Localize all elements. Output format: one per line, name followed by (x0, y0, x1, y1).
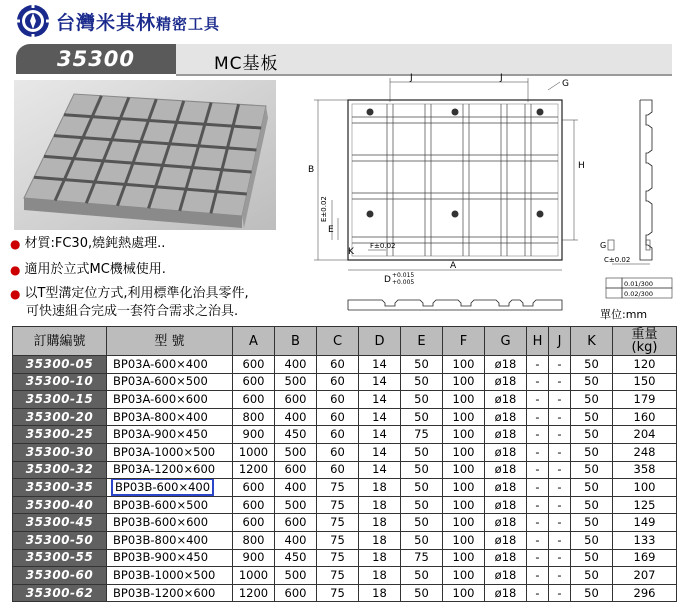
cell-a: 900 (233, 549, 275, 567)
cell-order-no: 35300-32 (13, 461, 107, 479)
cell-a: 1000 (233, 567, 275, 585)
cell-h: - (527, 549, 549, 567)
cell-c: 60 (317, 443, 359, 461)
cell-b: 400 (275, 408, 317, 426)
cell-d: 14 (359, 443, 401, 461)
brand-name (56, 8, 220, 35)
col-header-e: E (401, 327, 443, 356)
cell-a: 600 (233, 479, 275, 497)
cell-e: 75 (401, 426, 443, 444)
cell-model: BP03A-1200×600 (107, 461, 233, 479)
cell-c: 60 (317, 391, 359, 409)
cell-k: 50 (571, 514, 613, 532)
cell-c: 75 (317, 531, 359, 549)
compass-gear-logo-icon (16, 4, 50, 38)
cell-model: BP03B-900×450 (107, 549, 233, 567)
cell-c: 60 (317, 461, 359, 479)
cell-a: 800 (233, 531, 275, 549)
cell-order-no: 35300-15 (13, 391, 107, 409)
cell-j: - (549, 531, 571, 549)
cell-g: ø18 (485, 356, 527, 374)
cell-d: 14 (359, 408, 401, 426)
spec-table (12, 326, 677, 602)
cell-g: ø18 (485, 391, 527, 409)
cell-h: - (527, 461, 549, 479)
dim-label-b: B (308, 165, 315, 175)
cell-a: 600 (233, 373, 275, 391)
table-row (13, 461, 677, 479)
cell-f: 100 (443, 391, 485, 409)
cell-d: 18 (359, 514, 401, 532)
table-row (13, 514, 677, 532)
cell-f: 100 (443, 514, 485, 532)
cell-e: 50 (401, 391, 443, 409)
col-header-h: H (527, 327, 549, 356)
cell-e: 50 (401, 373, 443, 391)
cell-a: 600 (233, 496, 275, 514)
cell-h: - (527, 479, 549, 497)
cell-a: 900 (233, 426, 275, 444)
cell-a: 800 (233, 408, 275, 426)
cell-b: 500 (275, 443, 317, 461)
cell-b: 400 (275, 479, 317, 497)
cell-f: 100 (443, 426, 485, 444)
cell-b: 600 (275, 461, 317, 479)
cell-b: 600 (275, 584, 317, 602)
tolerance-flatness: 0.01/300 (624, 280, 654, 288)
cell-d: 14 (359, 373, 401, 391)
cell-d: 14 (359, 461, 401, 479)
col-header-d: D (359, 327, 401, 356)
cell-d: 14 (359, 356, 401, 374)
cell-weight: 358 (613, 461, 677, 479)
cell-g: ø18 (485, 373, 527, 391)
table-row (13, 549, 677, 567)
cell-a: 1000 (233, 443, 275, 461)
cell-j: - (549, 373, 571, 391)
cell-h: - (527, 373, 549, 391)
cell-b: 500 (275, 496, 317, 514)
cell-k: 50 (571, 549, 613, 567)
cell-a: 1200 (233, 461, 275, 479)
dim-label-d-tol-plus: +0.015 (392, 272, 415, 279)
cell-e: 50 (401, 356, 443, 374)
dim-label-j2: J (500, 73, 503, 83)
cell-g: ø18 (485, 408, 527, 426)
cell-weight: 133 (613, 531, 677, 549)
cell-k: 50 (571, 479, 613, 497)
cell-model: BP03A-900×450 (107, 426, 233, 444)
col-header-order-no: 訂購編號 (13, 327, 107, 356)
col-header-model: 型 號 (107, 327, 233, 356)
col-header-c: C (317, 327, 359, 356)
cell-j: - (549, 549, 571, 567)
cell-g: ø18 (485, 479, 527, 497)
cell-a: 1200 (233, 584, 275, 602)
cell-f: 100 (443, 584, 485, 602)
cell-weight: 100 (613, 479, 677, 497)
col-header-j: J (549, 327, 571, 356)
dim-label-f: F±0.02 (370, 242, 396, 250)
cell-d: 18 (359, 549, 401, 567)
dim-label-d-tol-minus: +0.005 (392, 279, 415, 286)
cell-f: 100 (443, 356, 485, 374)
cell-k: 50 (571, 373, 613, 391)
feature-item: ● 材質:FC30,燒鈍熱處理.. (10, 236, 166, 251)
col-header-f: F (443, 327, 485, 356)
cell-weight: 204 (613, 426, 677, 444)
col-header-k: K (571, 327, 613, 356)
cell-weight: 150 (613, 373, 677, 391)
cell-e: 75 (401, 549, 443, 567)
col-header-weight: 重量 (kg) (613, 327, 677, 356)
cell-weight: 296 (613, 584, 677, 602)
cell-k: 50 (571, 443, 613, 461)
cell-h: - (527, 514, 549, 532)
cell-order-no: 35300-35 (13, 479, 107, 497)
cell-weight: 149 (613, 514, 677, 532)
cell-k: 50 (571, 461, 613, 479)
cell-j: - (549, 567, 571, 585)
cell-c: 75 (317, 549, 359, 567)
table-row (13, 373, 677, 391)
cell-e: 50 (401, 408, 443, 426)
product-code: 35300 (16, 44, 176, 74)
table-row (13, 408, 677, 426)
cell-h: - (527, 584, 549, 602)
technical-drawing (290, 72, 688, 320)
cell-model: BP03B-800×400 (107, 531, 233, 549)
bullet-icon: ● (10, 263, 21, 277)
cell-e: 50 (401, 443, 443, 461)
dim-label-e-tol: E±0.02 (320, 196, 328, 222)
cell-model: BP03A-600×400 (107, 356, 233, 374)
cell-b: 600 (275, 514, 317, 532)
cell-model: BP03A-600×500 (107, 373, 233, 391)
cell-j: - (549, 391, 571, 409)
cell-a: 600 (233, 356, 275, 374)
cell-b: 600 (275, 391, 317, 409)
cell-model: BP03B-600×400 (107, 479, 233, 497)
cell-h: - (527, 356, 549, 374)
cell-c: 75 (317, 567, 359, 585)
cell-model: BP03B-1000×500 (107, 567, 233, 585)
tolerance-parallel: 0.02/300 (624, 290, 654, 298)
table-header-row (13, 327, 677, 356)
table-row (13, 391, 677, 409)
dim-label-h: H (578, 161, 585, 171)
feature-item: 可快速組合完成一套符合需求之治具. (26, 304, 239, 319)
cell-model: BP03A-1000×500 (107, 443, 233, 461)
dim-label-e: E (328, 225, 334, 235)
cell-k: 50 (571, 584, 613, 602)
base-plate-photo (14, 80, 276, 230)
cell-order-no: 35300-50 (13, 531, 107, 549)
cell-c: 60 (317, 426, 359, 444)
table-row (13, 531, 677, 549)
table-row (13, 584, 677, 602)
cell-j: - (549, 443, 571, 461)
cell-f: 100 (443, 479, 485, 497)
cell-order-no: 35300-45 (13, 514, 107, 532)
dim-label-k: K (348, 247, 354, 257)
cell-j: - (549, 584, 571, 602)
cell-b: 450 (275, 426, 317, 444)
cell-f: 100 (443, 461, 485, 479)
cell-d: 18 (359, 584, 401, 602)
cell-c: 75 (317, 514, 359, 532)
cell-model: BP03A-800×400 (107, 408, 233, 426)
cell-h: - (527, 408, 549, 426)
cell-g: ø18 (485, 531, 527, 549)
cell-c: 60 (317, 408, 359, 426)
brand-sub: 精密工具 (156, 15, 221, 33)
cell-f: 100 (443, 408, 485, 426)
dim-label-d: D (384, 275, 391, 285)
product-title: MC基板 (214, 54, 279, 74)
cell-h: - (527, 567, 549, 585)
cell-weight: 169 (613, 549, 677, 567)
cell-e: 50 (401, 584, 443, 602)
unit-label: 單位:mm (600, 308, 648, 321)
cell-order-no: 35300-30 (13, 443, 107, 461)
cell-g: ø18 (485, 426, 527, 444)
cell-c: 75 (317, 584, 359, 602)
cell-model: BP03B-1200×600 (107, 584, 233, 602)
col-header-a: A (233, 327, 275, 356)
cell-model: BP03B-600×600 (107, 514, 233, 532)
cell-d: 18 (359, 496, 401, 514)
cell-order-no: 35300-55 (13, 549, 107, 567)
cell-a: 600 (233, 514, 275, 532)
feature-item: ● 以T型溝定位方式,利用標準化治具零件, (10, 286, 249, 301)
cell-c: 60 (317, 356, 359, 374)
cell-d: 14 (359, 391, 401, 409)
cell-weight: 120 (613, 356, 677, 374)
cell-j: - (549, 356, 571, 374)
cell-g: ø18 (485, 514, 527, 532)
cell-g: ø18 (485, 461, 527, 479)
cell-g: ø18 (485, 567, 527, 585)
cell-j: - (549, 426, 571, 444)
cell-b: 400 (275, 531, 317, 549)
cell-g: ø18 (485, 443, 527, 461)
cell-d: 14 (359, 426, 401, 444)
cell-j: - (549, 461, 571, 479)
cell-e: 50 (401, 479, 443, 497)
cell-a: 600 (233, 391, 275, 409)
cell-g: ø18 (485, 549, 527, 567)
col-header-b: B (275, 327, 317, 356)
cell-weight: 248 (613, 443, 677, 461)
cell-k: 50 (571, 426, 613, 444)
cell-f: 100 (443, 531, 485, 549)
cell-e: 50 (401, 461, 443, 479)
cell-b: 400 (275, 356, 317, 374)
table-row (13, 567, 677, 585)
cell-order-no: 35300-10 (13, 373, 107, 391)
cell-g: ø18 (485, 496, 527, 514)
cell-k: 50 (571, 391, 613, 409)
cell-k: 50 (571, 496, 613, 514)
cell-f: 100 (443, 567, 485, 585)
cell-order-no: 35300-25 (13, 426, 107, 444)
cell-j: - (549, 514, 571, 532)
col-header-g: G (485, 327, 527, 356)
cell-h: - (527, 426, 549, 444)
cell-order-no: 35300-05 (13, 356, 107, 374)
cell-k: 50 (571, 531, 613, 549)
cell-k: 50 (571, 567, 613, 585)
cell-j: - (549, 479, 571, 497)
cell-k: 50 (571, 356, 613, 374)
cell-order-no: 35300-60 (13, 567, 107, 585)
cell-h: - (527, 443, 549, 461)
dim-label-g: G (562, 79, 569, 89)
cell-weight: 207 (613, 567, 677, 585)
cell-f: 100 (443, 443, 485, 461)
table-row (13, 426, 677, 444)
cell-b: 500 (275, 567, 317, 585)
cell-d: 18 (359, 531, 401, 549)
cell-h: - (527, 391, 549, 409)
cell-weight: 179 (613, 391, 677, 409)
cell-order-no: 35300-40 (13, 496, 107, 514)
bullet-icon: ● (10, 237, 21, 251)
cell-f: 100 (443, 549, 485, 567)
cell-d: 18 (359, 479, 401, 497)
feature-item: ● 適用於立式MC機械使用. (10, 262, 166, 277)
cell-b: 500 (275, 373, 317, 391)
cell-g: ø18 (485, 584, 527, 602)
table-row (13, 356, 677, 374)
cell-k: 50 (571, 408, 613, 426)
table-row (13, 443, 677, 461)
cell-c: 75 (317, 496, 359, 514)
cell-h: - (527, 496, 549, 514)
cell-model: BP03A-600×600 (107, 391, 233, 409)
table-row (13, 496, 677, 514)
cell-f: 100 (443, 373, 485, 391)
cell-weight: 160 (613, 408, 677, 426)
cell-e: 50 (401, 531, 443, 549)
cell-e: 50 (401, 496, 443, 514)
bullet-icon: ● (10, 287, 21, 301)
cell-j: - (549, 408, 571, 426)
cell-j: - (549, 496, 571, 514)
cell-c: 60 (317, 373, 359, 391)
table-row (13, 479, 677, 497)
cell-order-no: 35300-20 (13, 408, 107, 426)
dim-label-j: J (410, 73, 413, 83)
cell-model: BP03B-600×500 (107, 496, 233, 514)
cell-order-no: 35300-62 (13, 584, 107, 602)
brand-main: 台灣米其林 (56, 12, 157, 34)
dim-label-c: C±0.02 (604, 256, 631, 264)
cell-d: 18 (359, 567, 401, 585)
cell-e: 50 (401, 567, 443, 585)
dim-label-a: A (450, 261, 457, 271)
cell-b: 450 (275, 549, 317, 567)
cell-c: 75 (317, 479, 359, 497)
cell-f: 100 (443, 496, 485, 514)
cell-e: 50 (401, 514, 443, 532)
dim-label-g2: G (600, 241, 607, 250)
cell-h: - (527, 531, 549, 549)
cell-weight: 125 (613, 496, 677, 514)
